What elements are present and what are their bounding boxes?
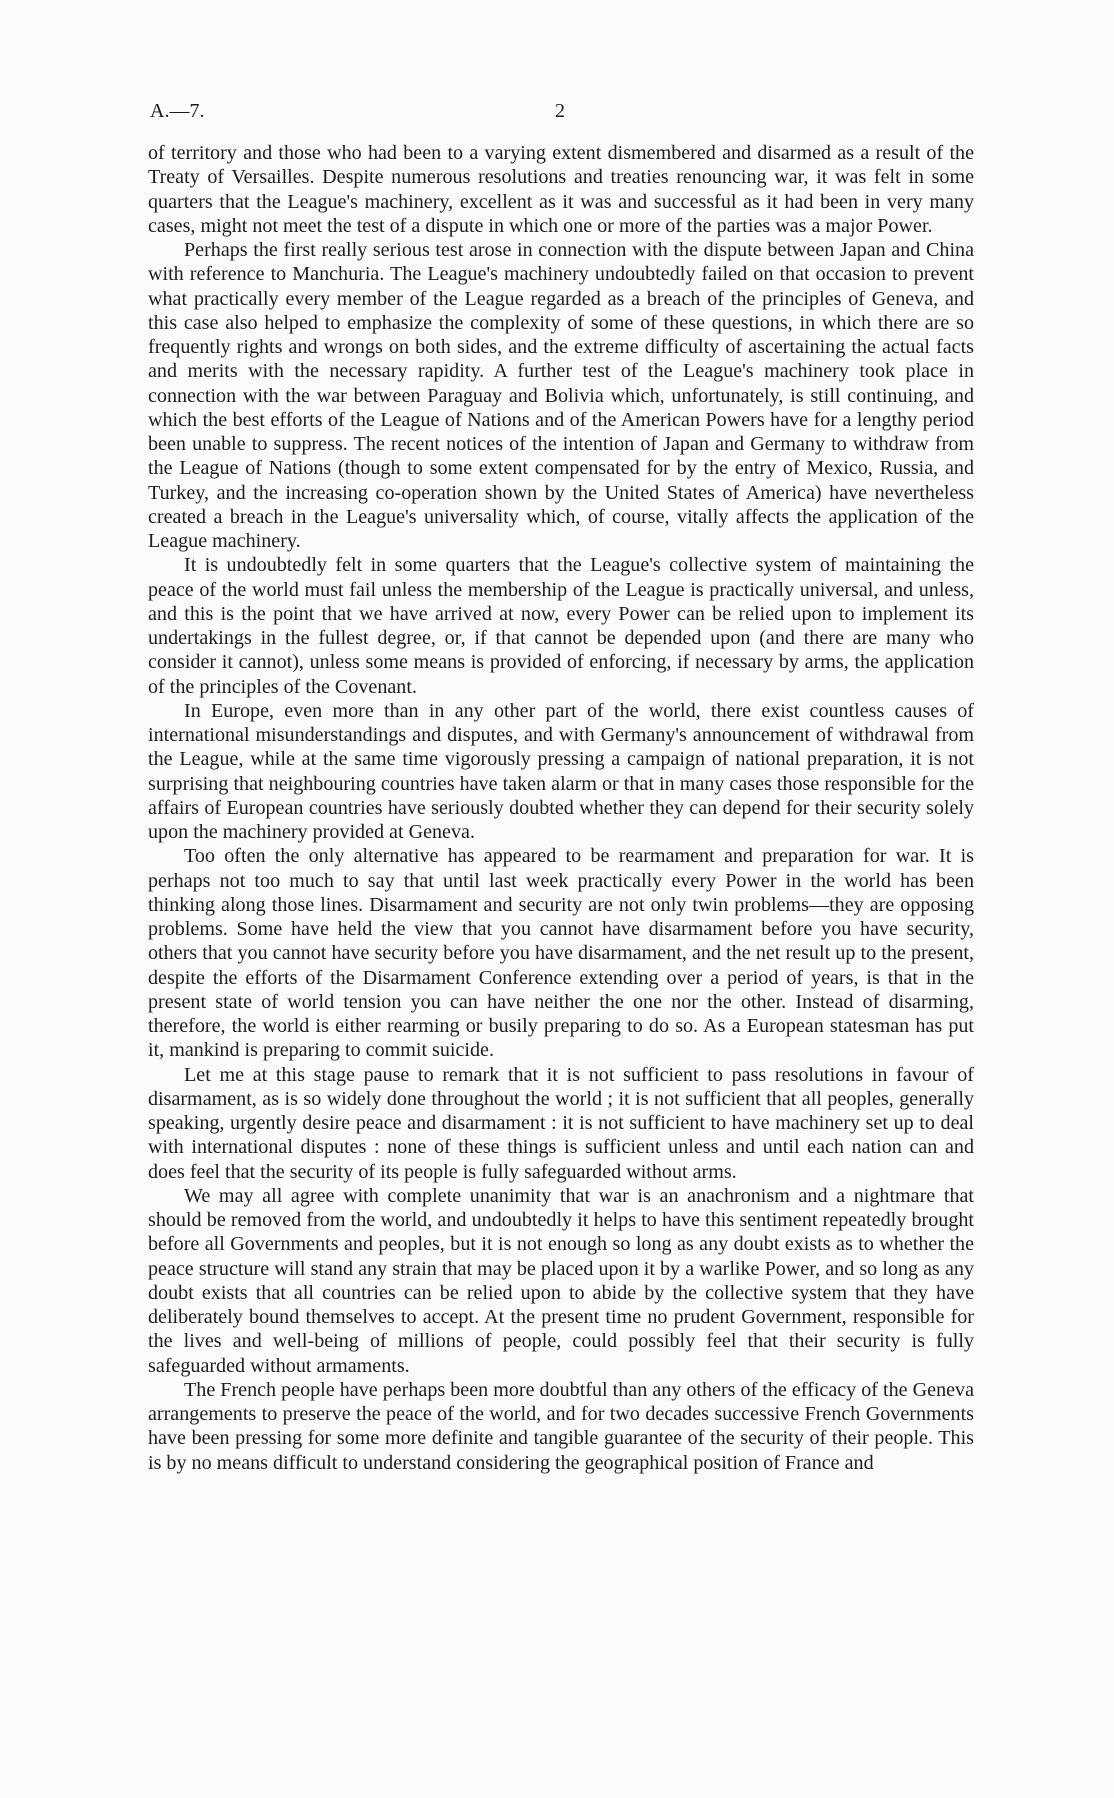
document-reference: A.—7. [150,100,205,122]
paragraph: In Europe, even more than in any other part of the world, there exist countless causes of international misunderstandings and disputes, and with Germany's announcement of withdrawal from the League, while at the same time vigorously pressing a campaign of national preparation, it is not surprising that neighbouring countries have taken alarm or that in many cases those responsible for the affairs of European countries have seriously doubted whether they can depend for their security solely upon the machinery provided at Geneva. [148,699,974,843]
body-text [148,141,974,1475]
paragraph: Too often the only alternative has appeared to be rearmament and preparation for war. It is perhaps not too much to say that until last week practically every Power in the world has been thinking along those lines. Disarmament and security are not only twin problems—they are opposing problems. Some have held the view that you cannot have disarmament before you have security, others that you cannot have security before you have disarmament, and the net result up to the present, despite the efforts of the Disarmament Conference extending over a period of years, is that in the present state of world tension you can have neither the one nor the other. Instead of disarming, therefore, the world is either rearming or busily preparing to do so. As a European statesman has put it, mankind is preparing to commit suicide. [148,845,974,1062]
paragraph: We may all agree with complete unanimity that war is an anachronism and a nightmare that should be removed from the world, and undoubtedly it helps to have this sentiment repeatedly brought before all Governments and peoples, but it is not enough so long as any doubt exists as to whether the peace structure will stand any strain that may be placed upon it by a warlike Power, and so long as any doubt exists that all countries can be relied upon to abide by the collective system that they have deliberately bound themselves to accept. At the present time no prudent Government, responsible for the lives and well-being of millions of people, could possibly feel that their security is fully safeguarded without armaments. [148,1184,974,1377]
paragraph: Perhaps the first really serious test arose in connection with the dispute between Japan and China with reference to Manchuria. The League's machinery undoubtedly failed on that occasion to prevent what practically every member of the League regarded as a breach of the principles of Geneva, and this case also helped to emphasize the complexity of some of these questions, in which there are so frequently rights and wrongs on both sides, and the extreme difficulty of ascertaining the actual facts and merits with the necessary rapidity. A further test of the League's machinery took place in connection with the war between Paraguay and Bolivia which, unfortunately, is still continuing, and which the best efforts of the League of Nations and of the American Powers have for a lengthy period been unable to suppress. The recent notices of the intention of Japan and Germany to withdraw from the League of Nations (though to some extent compensated for by the entry of Mexico, Russia, and Turkey, and the increasing co-operation shown by the United States of America) have nevertheless created a breach in the League's universality which, of course, vitally affects the application of the League machinery. [148,239,974,552]
page-number: 2 [555,100,565,122]
paragraph: of territory and those who had been to a varying extent dismembered and disarmed as a result of the Treaty of Versailles. Despite numerous resolutions and treaties renouncing war, it was felt in some quarters that the League's machinery, excellent as it was and successful as it had been in very many cases, might not meet the test of a dispute in which one or more of the parties was a major Power. [148,142,974,237]
paragraph: The French people have perhaps been more doubtful than any others of the efficacy of the Geneva arrangements to preserve the peace of the world, and for two decades successive French Governments have been pressing for some more definite and tangible guarantee of the security of their people. This is by no means difficult to understand considering the geographical position of France and [148,1378,974,1474]
paragraph: It is undoubtedly felt in some quarters that the League's collective system of maintaining the peace of the world must fail unless the membership of the League is practically universal, and unless, and this is the point that we have arrived at now, every Power can be relied upon to implement its undertakings in the fullest degree, or, if that cannot be depended upon (and there are many who consider it cannot), unless some means is provided of enforcing, if necessary by arms, the application of the principles of the Covenant. [148,554,974,698]
page-header [150,100,970,126]
paragraph: Let me at this stage pause to remark that it is not sufficient to pass resolutions in favour of disarmament, as is so widely done throughout the world ; it is not sufficient that all peoples, generally speaking, urgently desire peace and disarmament : it is not sufficient to have machinery set up to deal with international disputes : none of these things is sufficient unless and until each nation can and does feel that the security of its people is fully safeguarded without arms. [148,1063,974,1183]
